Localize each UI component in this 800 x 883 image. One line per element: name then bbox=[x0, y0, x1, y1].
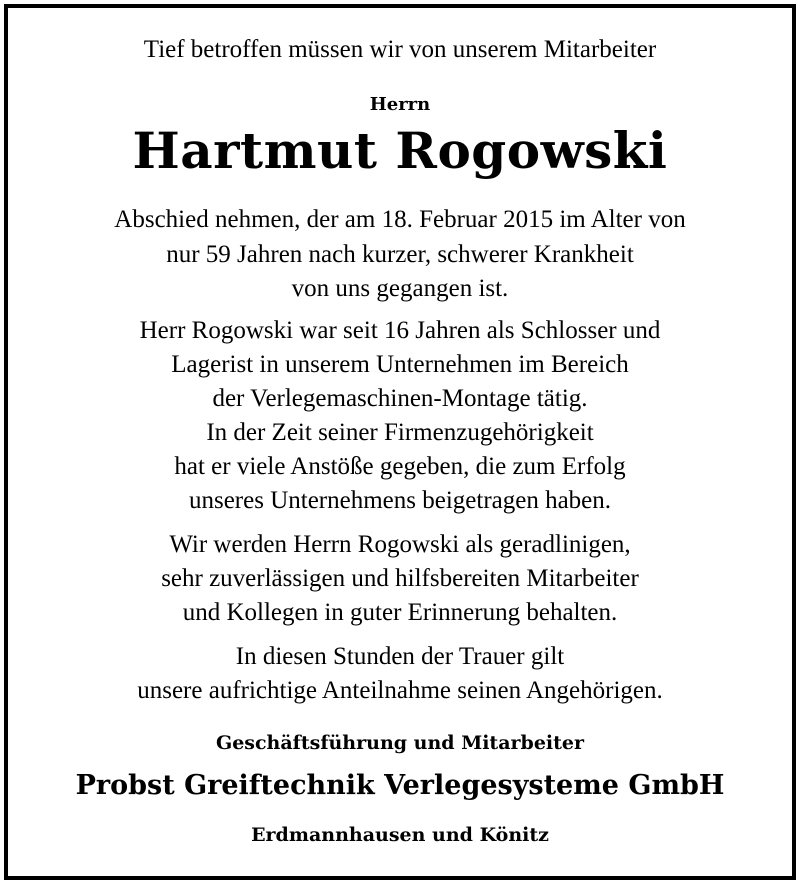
salutation: Herrn bbox=[369, 94, 431, 115]
paragraph4-line: unsere aufrichtige Anteilnahme seinen Angehörigen. bbox=[137, 677, 663, 704]
paragraph3-line: sehr zuverlässigen und hilfsbereiten Mitarbeiter bbox=[161, 565, 639, 592]
signature-line: Geschäftsführung und Mitarbeiter bbox=[215, 732, 585, 754]
paragraph1-line: Abschied nehmen, der am 18. Februar 2015 im Alter von bbox=[114, 206, 686, 233]
paragraph2-line: der Verlegemaschinen-Montage tätig. bbox=[212, 385, 588, 412]
paragraph1-line: nur 59 Jahren nach kurzer, schwerer Krankheit bbox=[166, 241, 634, 268]
company-locations: Erdmannhausen und Könitz bbox=[251, 824, 549, 846]
company-name: Probst Greiftechnik Verlegesysteme GmbH bbox=[75, 770, 725, 801]
paragraph2-line: unseres Unternehmens beigetragen haben. bbox=[188, 487, 612, 514]
intro-text: Tief betroffen müssen wir von unserem Mitarbeiter bbox=[143, 36, 657, 63]
paragraph2-line: Herr Rogowski war seit 16 Jahren als Schlosser und bbox=[139, 317, 661, 344]
paragraph4-line: In diesen Stunden der Trauer gilt bbox=[235, 643, 565, 670]
paragraph2-line: Lagerist in unserem Unternehmen im Bereich bbox=[171, 351, 629, 378]
paragraph2-line: hat er viele Anstöße gegeben, die zum Erfolg bbox=[174, 453, 626, 480]
paragraph3-line: und Kollegen in guter Erinnerung behalten. bbox=[182, 599, 618, 626]
paragraph1-line: von uns gegangen ist. bbox=[291, 275, 509, 302]
paragraph2-line: In der Zeit seiner Firmenzugehörigkeit bbox=[206, 419, 594, 446]
deceased-name: Hartmut Rogowski bbox=[132, 121, 668, 180]
paragraph3-line: Wir werden Herrn Rogowski als geradlinigen, bbox=[169, 531, 631, 558]
